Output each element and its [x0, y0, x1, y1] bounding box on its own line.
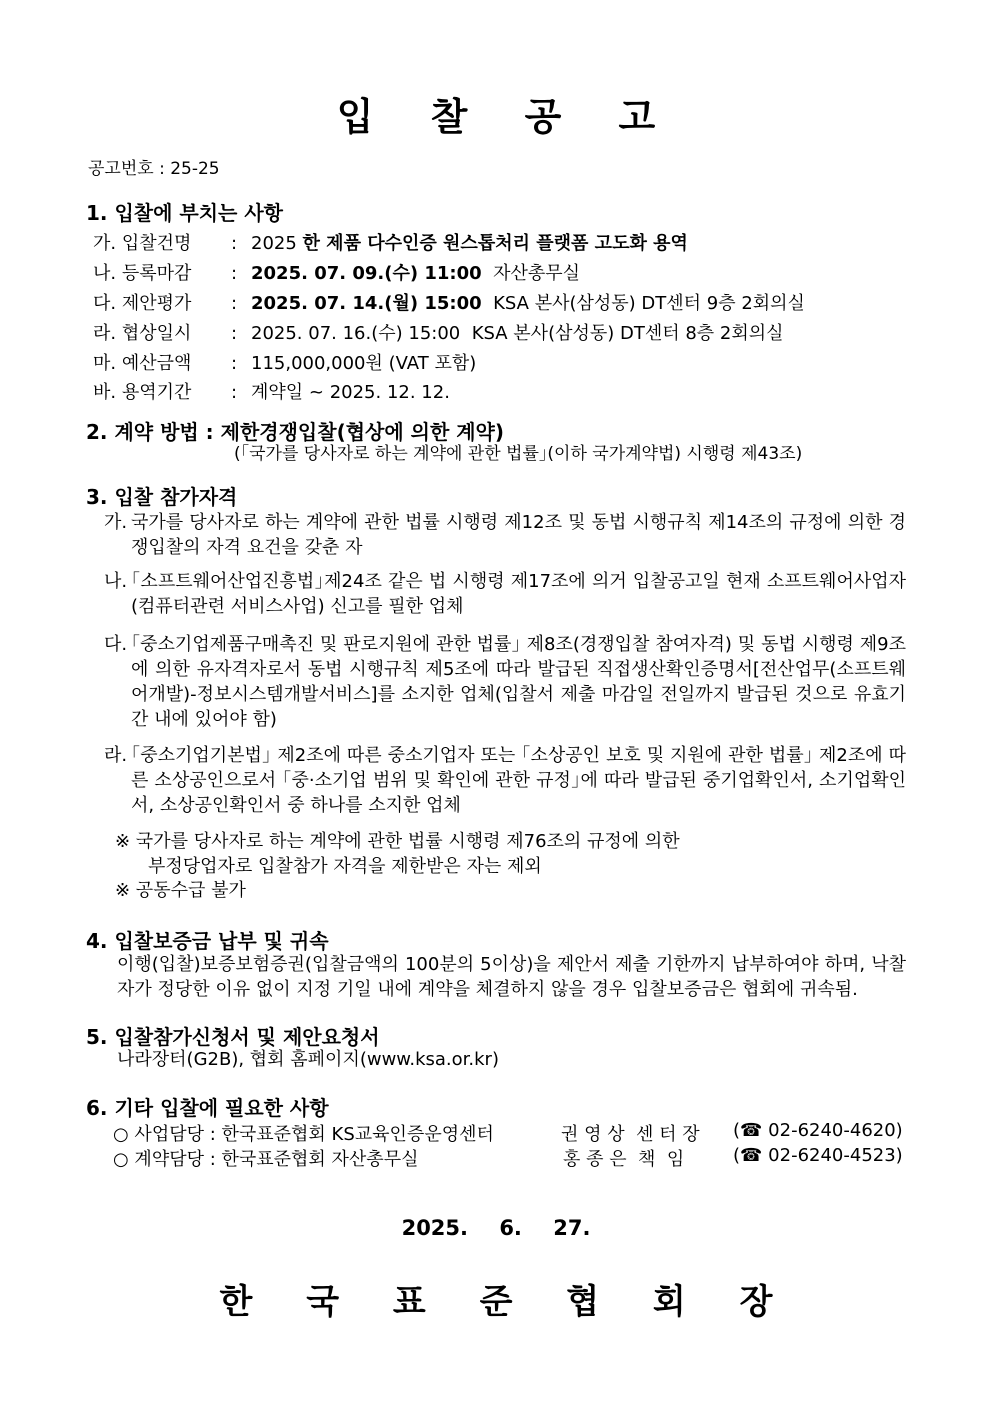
- section-6-heading: 6. 기타 입찰에 필요한 사항: [86, 1096, 329, 1120]
- contact-phone: (☎ 02-6240-4620): [733, 1120, 903, 1141]
- issue-date: 2025. 6. 27.: [401, 1216, 591, 1240]
- s3-note-exclusion: ※ 국가를 당사자로 하는 계약에 관한 법률 시행령 제76조의 규정에 의한: [115, 831, 680, 852]
- item-marker: 라.: [104, 745, 128, 766]
- contact-label: ○ 사업담당 : 한국표준협회 KS교육인증운영센터: [113, 1124, 494, 1145]
- item-label: 라. 협상일시: [93, 323, 192, 344]
- item-marker: 가.: [104, 512, 128, 533]
- section-5-body: 나라장터(G2B), 협회 홈페이지(www.ksa.or.kr): [117, 1049, 499, 1070]
- item-marker: 다.: [104, 634, 128, 655]
- notice-number: 공고번호 : 25-25: [88, 159, 220, 179]
- item-marker: 나.: [104, 571, 128, 592]
- section-4-heading: 4. 입찰보증금 납부 및 귀속: [86, 929, 329, 953]
- s3-item-ra: 라. ｢중소기업기본법｣ 제2조에 따른 중소기업자 또는 ｢소상공인 보호 및 지원에 관한 법률｣ 제2조에 따른 소상공인으로서 ｢중·소기업 범위 및 확인에 관한 규정｣에 따라 발급된 중기업확인서, 소기업확인서, 소상공인확인서 중 하나를 소지한 업체: [104, 745, 906, 816]
- s1-item-bid-name: 가. 입찰건명 : 2025 한 제품 다수인증 원스톱처리 플랫폼 고도화 용역: [93, 229, 688, 255]
- s3-note-exclusion-cont: 부정당업자로 입찰참가 자격을 제한받은 자는 제외: [148, 856, 542, 877]
- contact-person: 권 영 상 센 터 장: [561, 1124, 700, 1145]
- s1-item-budget: 마. 예산금액 : 115,000,000원 (VAT 포함): [93, 349, 476, 375]
- s3-note-joint-supply: ※ 공동수급 불가: [115, 880, 246, 901]
- item-label: 나. 등록마감: [93, 263, 192, 284]
- section-4-body: 이행(입찰)보증보험증권(입찰금액의 100분의 5이상)을 제안서 제출 기한까지 납부하여야 하며, 낙찰자가 정당한 이유 없이 지정 기일 내에 계약을 체결하지 않을 경우 입찰보증금은 협회에 귀속됨.: [117, 954, 906, 1000]
- document-title: 입 찰 공 고: [336, 95, 678, 139]
- s3-item-ga: 가. 국가를 당사자로 하는 계약에 관한 법률 시행령 제12조 및 동법 시행규칙 제14조의 규정에 의한 경쟁입찰의 자격 요건을 갖춘 자: [104, 512, 906, 558]
- item-label: 가. 입찰건명: [93, 233, 192, 254]
- issuer-name: 한 국 표 준 협 회 장: [219, 1282, 794, 1322]
- section-1-heading: 1. 입찰에 부치는 사항: [86, 201, 283, 225]
- section-2-legal-basis: (｢국가를 당사자로 하는 계약에 관한 법률｣(이하 국가계약법) 시행령 제43조): [234, 444, 803, 464]
- section-5-heading: 5. 입찰참가신청서 및 제안요청서: [86, 1025, 380, 1049]
- contact-phone: (☎ 02-6240-4523): [733, 1145, 903, 1166]
- contact-label: ○ 계약담당 : 한국표준협회 자산총무실: [113, 1149, 419, 1170]
- item-label: 바. 용역기간: [93, 382, 192, 403]
- item-label: 다. 제안평가: [93, 293, 192, 314]
- s1-item-registration-deadline: 나. 등록마감 : 2025. 07. 09.(수) 11:00 자산총무실: [93, 259, 580, 285]
- section-3-heading: 3. 입찰 참가자격: [86, 485, 238, 509]
- section-2-heading: 2. 계약 방법 : 제한경쟁입찰(협상에 의한 계약): [86, 420, 505, 444]
- s1-item-proposal-evaluation: 다. 제안평가 : 2025. 07. 14.(월) 15:00 KSA 본사(삼성동) DT센터 9층 2회의실: [93, 289, 805, 315]
- s1-item-service-period: 바. 용역기간 : 계약일 ~ 2025. 12. 12.: [93, 378, 450, 404]
- s1-item-negotiation-date: 라. 협상일시 : 2025. 07. 16.(수) 15:00 KSA 본사(삼성동) DT센터 8층 2회의실: [93, 319, 784, 345]
- item-label: 마. 예산금액: [93, 353, 192, 374]
- s3-item-na: 나. ｢소프트웨어산업진흥법｣제24조 같은 법 시행령 제17조에 의거 입찰공고일 현재 소프트웨어사업자(컴퓨터관련 서비스사업) 신고를 필한 업체: [104, 571, 906, 617]
- s3-item-da: 다. ｢중소기업제품구매촉진 및 판로지원에 관한 법률｣ 제8조(경쟁입찰 참여자격) 및 동법 시행령 제9조에 의한 유자격자로서 동법 시행규칙 제5조에 따라 발급된 직접생산확인증명서[전산업무(소프트웨어개발)-정보시스템개발서비스]를 소지한 업체(입찰서 제출 마감일 전일까지 발급된 것으로 유효기간 내에 있어야 함): [104, 634, 906, 730]
- contact-person: 홍 종 은 책 임: [563, 1149, 685, 1170]
